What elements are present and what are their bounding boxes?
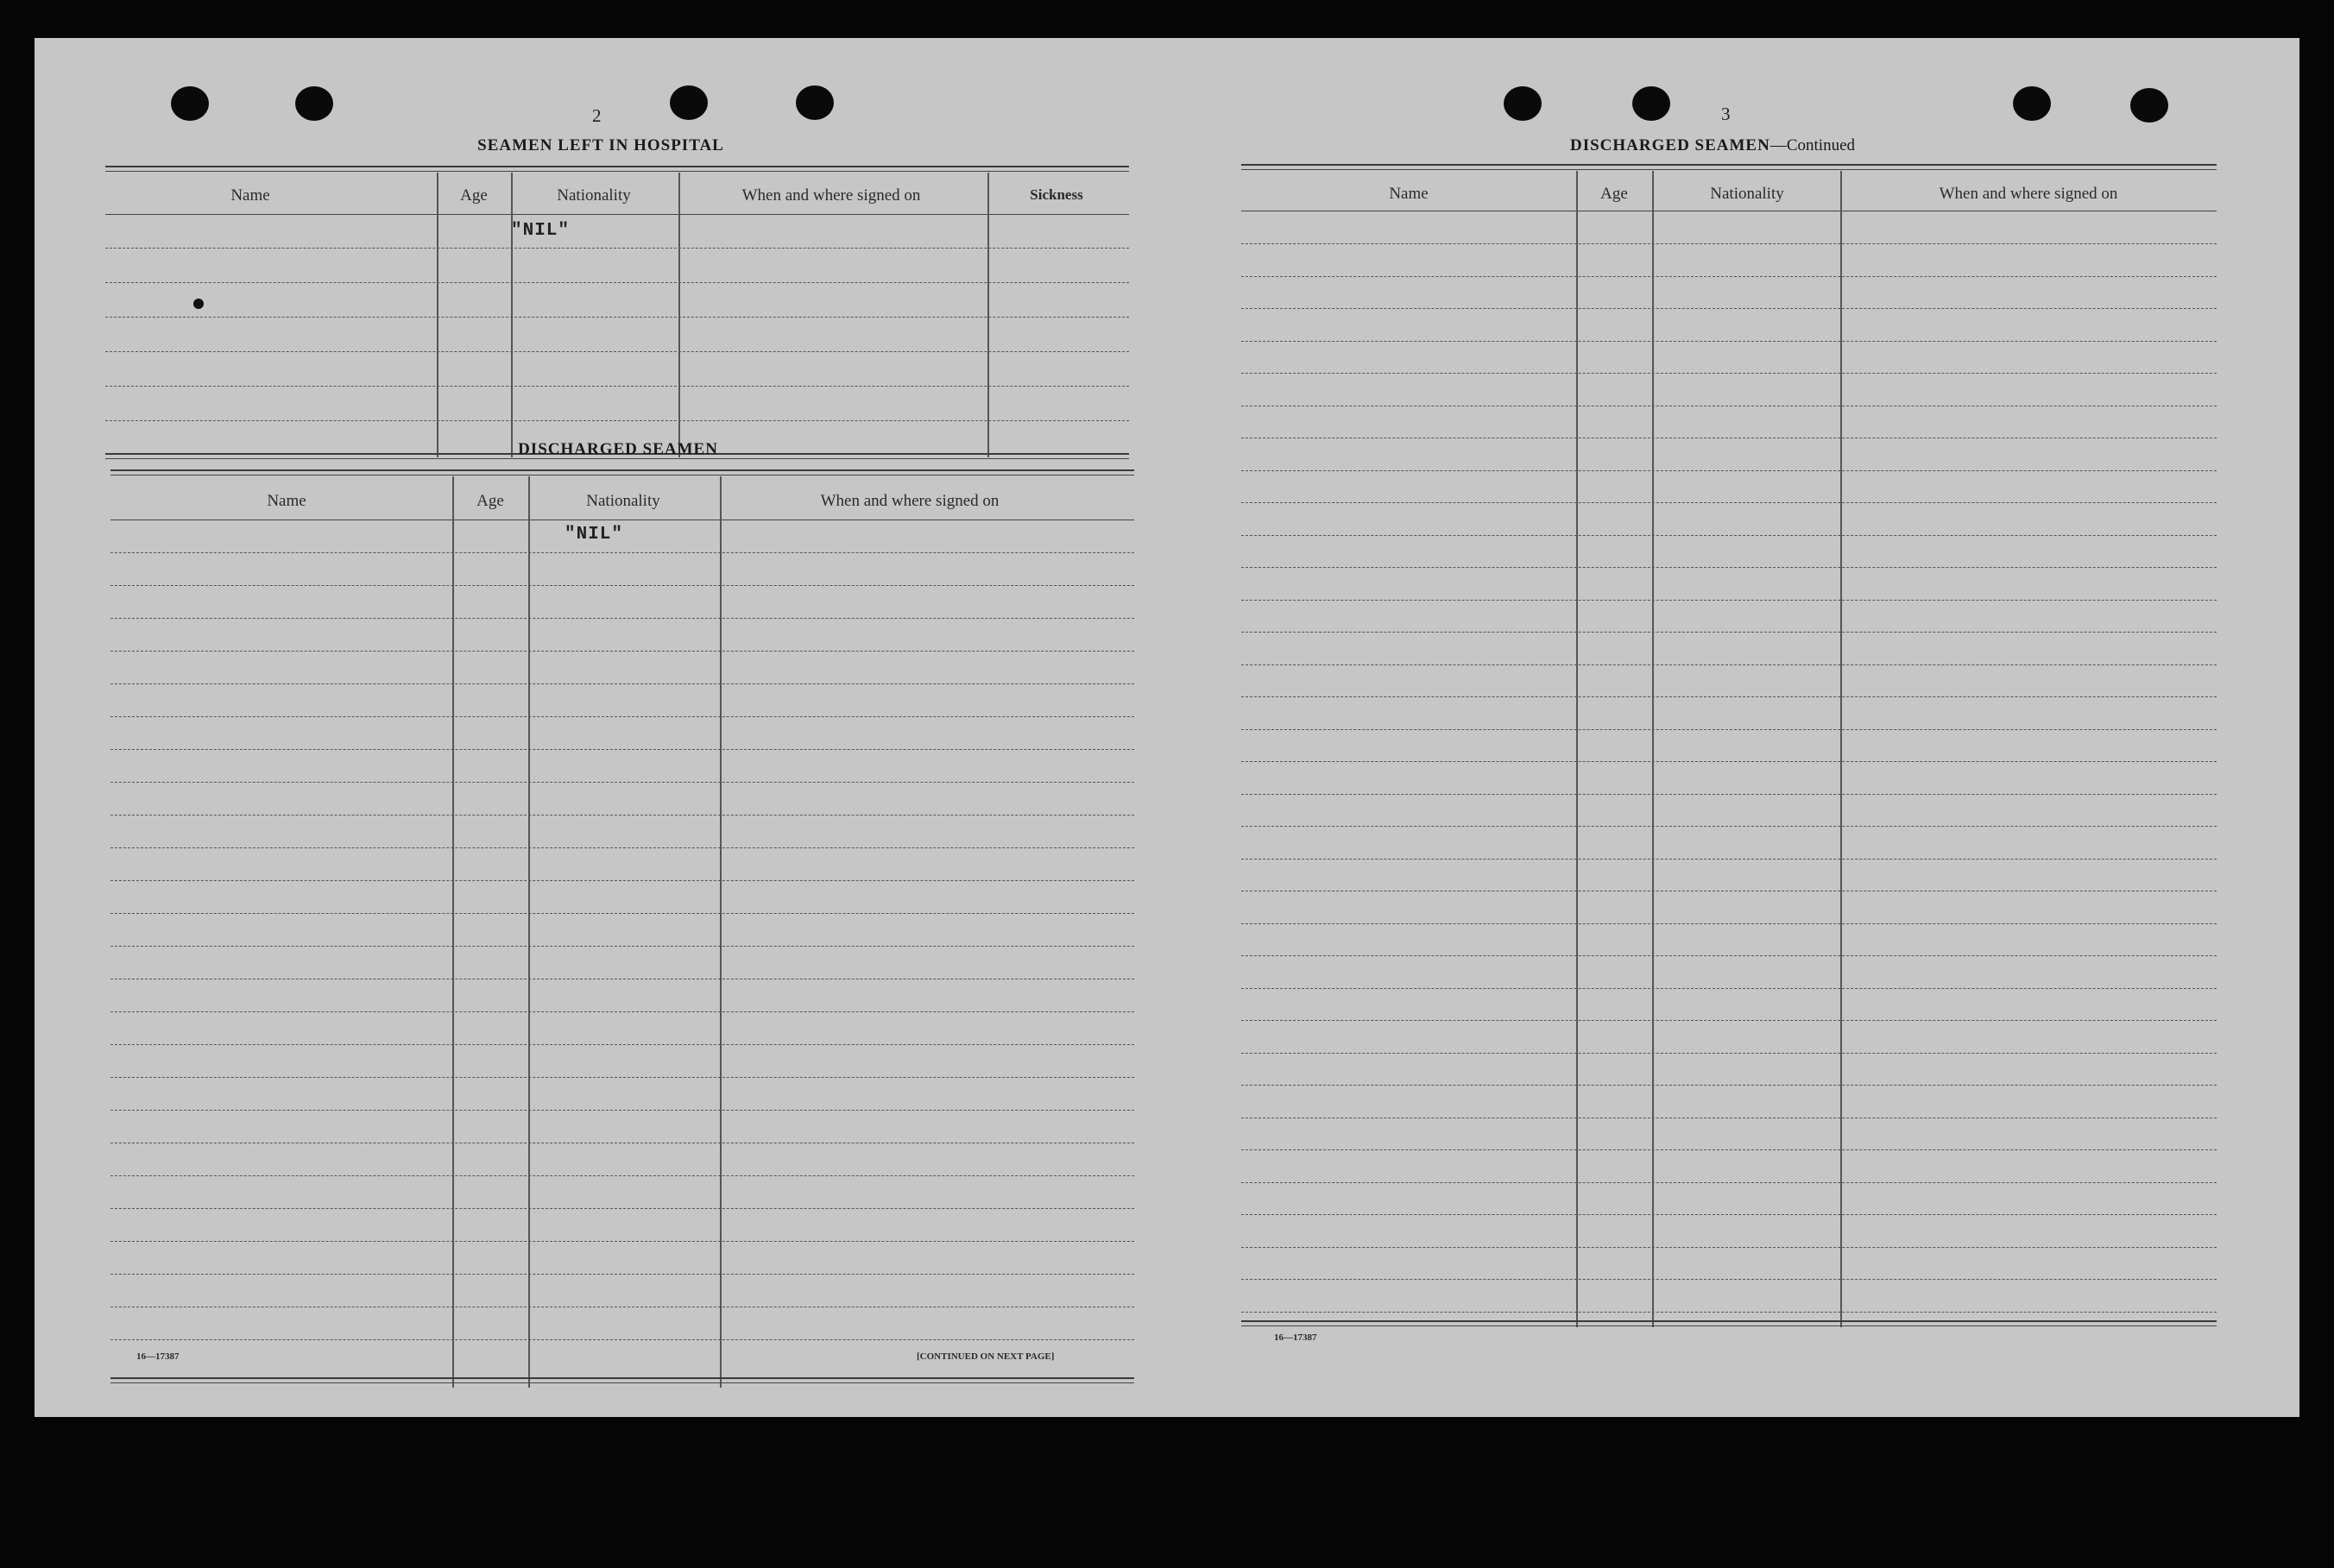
table-rule — [110, 1382, 1134, 1383]
discharged-nil-stamp: "NIL" — [565, 525, 624, 545]
ink-dot — [193, 299, 204, 309]
punch-hole — [670, 85, 708, 120]
table-row — [110, 716, 1134, 717]
punch-hole — [1504, 86, 1542, 121]
table-row — [105, 351, 1129, 352]
title-suffix: —Continued — [1769, 136, 1856, 154]
table-row — [1241, 470, 2217, 471]
table-row — [110, 651, 1134, 652]
hospital-nil-stamp: "NIL" — [511, 221, 571, 241]
table-row — [110, 618, 1134, 619]
punch-hole — [2130, 88, 2168, 123]
table-row — [1241, 1247, 2217, 1248]
table-row — [1241, 1279, 2217, 1280]
table-row — [1241, 988, 2217, 989]
column-header-signed-on: When and where signed on — [741, 186, 921, 205]
page-number-left: 2 — [592, 105, 602, 126]
table-rule — [105, 171, 1129, 172]
table-row — [110, 1274, 1134, 1275]
column-header-age: Age — [476, 492, 504, 510]
table-row — [110, 1339, 1134, 1340]
form-number-left: 16—17387 — [136, 1351, 180, 1362]
page-number-right: 3 — [1721, 104, 1731, 124]
table-row — [1241, 1149, 2217, 1150]
punch-hole — [295, 86, 333, 121]
table-row — [110, 749, 1134, 750]
table-row — [1241, 761, 2217, 762]
table-row — [110, 1241, 1134, 1242]
table-row — [105, 248, 1129, 249]
table-row — [110, 1175, 1134, 1176]
table-row — [1241, 955, 2217, 956]
table-rule — [110, 1377, 1134, 1379]
column-header-name: Name — [1389, 185, 1429, 203]
table-row — [1241, 794, 2217, 795]
column-divider — [1840, 171, 1842, 1327]
punch-hole — [2013, 86, 2051, 121]
table-rule — [1241, 1320, 2217, 1322]
continued-note: [CONTINUED ON NEXT PAGE] — [917, 1351, 1055, 1362]
table-row — [110, 1011, 1134, 1012]
discharged-section-title: DISCHARGED SEAMEN — [518, 440, 718, 458]
table-row — [105, 317, 1129, 318]
column-header-sickness: Sickness — [1030, 186, 1083, 203]
table-row — [1241, 341, 2217, 342]
punch-hole — [171, 86, 209, 121]
table-row — [1241, 567, 2217, 568]
column-header-nationality: Nationality — [1710, 185, 1784, 203]
table-row — [1241, 826, 2217, 827]
table-row — [110, 1110, 1134, 1111]
table-row — [1241, 664, 2217, 665]
table-row — [110, 552, 1134, 553]
table-row — [1241, 1312, 2217, 1313]
table-rule — [110, 469, 1134, 471]
column-divider — [1652, 171, 1654, 1327]
table-row — [110, 913, 1134, 914]
table-row — [110, 946, 1134, 947]
discharged-table-left — [110, 469, 1134, 1391]
table-row — [1241, 243, 2217, 244]
table-row — [1241, 1214, 2217, 1215]
column-header-name: Name — [230, 186, 270, 205]
title-main: DISCHARGED SEAMEN — [1569, 136, 1770, 154]
table-row — [1241, 923, 2217, 924]
table-rule — [1241, 169, 2217, 170]
table-row — [110, 880, 1134, 881]
column-divider — [720, 476, 722, 1388]
table-rule — [1241, 164, 2217, 166]
document-spread — [35, 38, 2299, 1417]
table-row — [105, 282, 1129, 283]
table-row — [105, 386, 1129, 387]
table-row — [110, 1044, 1134, 1045]
table-row — [1241, 535, 2217, 536]
table-row — [1241, 1085, 2217, 1086]
table-row — [1241, 1053, 2217, 1054]
column-divider — [437, 173, 438, 457]
table-row — [1241, 632, 2217, 633]
punch-hole — [796, 85, 834, 120]
table-row — [1241, 1020, 2217, 1021]
discharged-continued-title — [1570, 136, 1855, 155]
column-divider — [987, 173, 989, 457]
column-header-signed-on: When and where signed on — [820, 492, 1000, 510]
hospital-section-title: SEAMEN LEFT IN HOSPITAL — [477, 136, 724, 154]
column-divider — [528, 476, 530, 1388]
column-header-name: Name — [267, 492, 306, 510]
column-header-nationality: Nationality — [586, 492, 660, 510]
column-header-age: Age — [460, 186, 488, 205]
table-row — [110, 1208, 1134, 1209]
table-row — [1241, 1182, 2217, 1183]
punch-hole — [1632, 86, 1670, 121]
table-row — [110, 847, 1134, 848]
table-row — [110, 683, 1134, 684]
column-header-nationality: Nationality — [557, 186, 631, 205]
table-row — [1241, 276, 2217, 277]
column-header-age: Age — [1600, 185, 1628, 203]
header-rule — [105, 214, 1129, 215]
hospital-table — [105, 166, 1129, 463]
column-divider — [1576, 171, 1578, 1327]
table-row — [1241, 308, 2217, 309]
table-row — [1241, 373, 2217, 374]
table-row — [1241, 600, 2217, 601]
table-row — [110, 782, 1134, 783]
table-row — [110, 1077, 1134, 1078]
table-row — [1241, 696, 2217, 697]
table-row — [1241, 859, 2217, 860]
table-row — [105, 420, 1129, 421]
form-number-right: 16—17387 — [1274, 1332, 1317, 1343]
table-rule — [105, 166, 1129, 167]
column-divider — [511, 173, 513, 457]
discharged-table-right — [1241, 164, 2217, 1363]
table-row — [110, 585, 1134, 586]
column-divider — [452, 476, 454, 1388]
table-row — [1241, 502, 2217, 503]
column-divider — [678, 173, 680, 457]
table-row — [1241, 729, 2217, 730]
column-header-signed-on: When and where signed on — [1939, 185, 2118, 203]
